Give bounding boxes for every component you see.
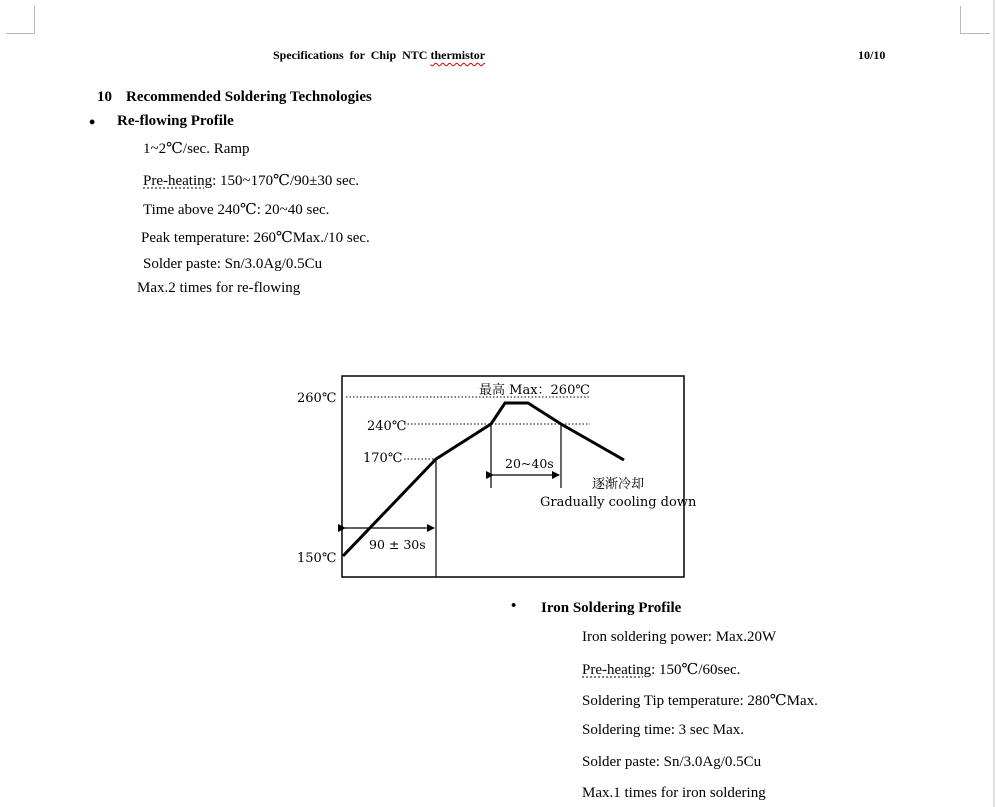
reflow-title: Re-flowing Profile: [117, 113, 234, 129]
duration-label: 20~40s: [505, 456, 554, 471]
reflow-solder-paste: Solder paste: Sn/3.0Ag/0.5Cu: [143, 256, 323, 272]
reflow-preheat-value: : 150~170℃/90±30 sec.: [212, 173, 360, 189]
iron-power: Iron soldering power: Max.20W: [582, 629, 777, 645]
reflow-time-above: Time above 240℃: 20~40 sec.: [143, 202, 330, 218]
reflow-max-times: Max.2 times for re-flowing: [137, 280, 301, 296]
iron-preheat: [582, 660, 740, 679]
label-240: 240℃: [367, 419, 407, 434]
reflow-bullet: •: [89, 112, 96, 132]
iron-tip-temperature: Soldering Tip temperature: 280℃Max.: [582, 693, 818, 709]
label-260: 260℃: [297, 391, 337, 406]
header-title: Specifications for Chip NTC: [273, 48, 431, 62]
header-title-last-word: thermistor: [430, 48, 486, 62]
reflow-peak: Peak temperature: 260℃Max./10 sec.: [141, 230, 370, 246]
label-170: 170℃: [363, 451, 403, 466]
iron-solder-paste: Solder paste: Sn/3.0Ag/0.5Cu: [582, 754, 762, 770]
iron-max-times: Max.1 times for iron soldering: [582, 785, 766, 801]
section-number: 10: [97, 89, 112, 105]
page-number: 10/10: [858, 48, 886, 62]
iron-preheat-label: Pre-heating: [582, 662, 652, 678]
iron-title: Iron Soldering Profile: [541, 600, 682, 616]
peak-label: 最高 Max：260℃: [479, 383, 590, 398]
iron-soldering-time: Soldering time: 3 sec Max.: [582, 722, 745, 738]
cooling-label-cn: 逐渐冷却: [592, 477, 645, 492]
cooling-label-en: Gradually cooling down: [540, 495, 697, 510]
preheat-duration-label: 90 ± 30s: [369, 537, 426, 552]
section-title: Recommended Soldering Technologies: [126, 89, 372, 105]
iron-bullet: •: [511, 598, 517, 614]
label-150: 150℃: [297, 551, 337, 566]
reflow-preheat-label: Pre-heating: [143, 173, 213, 189]
iron-preheat-value: : 150℃/60sec.: [651, 662, 741, 678]
reflow-ramp: 1~2℃/sec. Ramp: [143, 141, 250, 157]
